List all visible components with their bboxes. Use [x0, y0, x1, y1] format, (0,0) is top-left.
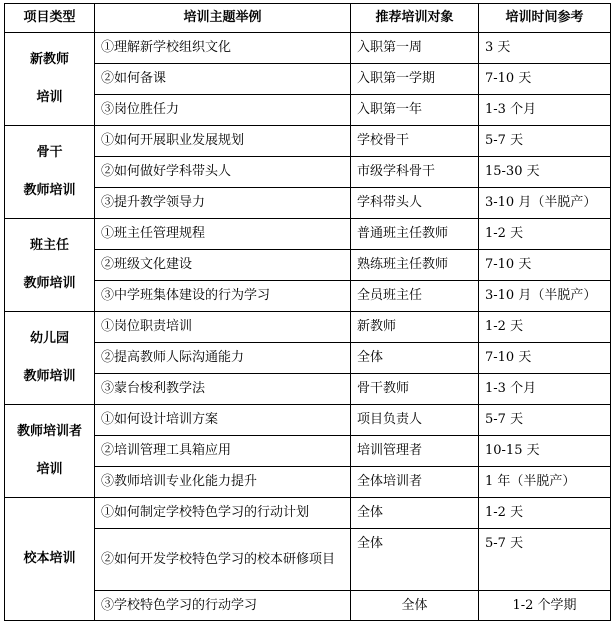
- category-line: 教师培训: [23, 369, 76, 384]
- duration-cell: 1-2 个学期: [479, 591, 611, 621]
- table-row: [5, 467, 611, 498]
- target-cell: 熟练班主任教师: [351, 250, 479, 281]
- topic-cell: ②如何开发学校特色学习的校本研修项目: [95, 529, 351, 591]
- category-line: 教师培训: [23, 276, 76, 291]
- duration-cell: 15-30 天: [479, 157, 611, 188]
- category-line: 培训: [36, 462, 63, 477]
- table-row: [5, 405, 611, 436]
- header-row: [5, 4, 611, 33]
- table-row: [5, 188, 611, 219]
- table-row: [5, 529, 611, 591]
- table-row: [5, 250, 611, 281]
- category-cell: [5, 498, 95, 621]
- table-row: [5, 219, 611, 250]
- target-cell: 骨干教师: [351, 374, 479, 405]
- duration-cell: 5-7 天: [479, 405, 611, 436]
- category-cell: [5, 219, 95, 312]
- header-target: 推荐培训对象: [351, 4, 479, 33]
- table-row: [5, 126, 611, 157]
- target-cell: 全体: [351, 529, 479, 591]
- target-cell: 入职第一周: [351, 33, 479, 64]
- table-row: [5, 281, 611, 312]
- topic-cell: ②如何做好学科带头人: [95, 157, 351, 188]
- duration-cell: 10-15 天: [479, 436, 611, 467]
- topic-cell: ③中学班集体建设的行为学习: [95, 281, 351, 312]
- duration-cell: 1-2 天: [479, 219, 611, 250]
- table-row: [5, 95, 611, 126]
- training-table: [4, 3, 611, 621]
- category-cell: [5, 33, 95, 126]
- topic-cell: ③岗位胜任力: [95, 95, 351, 126]
- duration-cell: 1-3 个月: [479, 374, 611, 405]
- topic-cell: ③学校特色学习的行动学习: [95, 591, 351, 621]
- duration-cell: 7-10 天: [479, 250, 611, 281]
- table-row: [5, 374, 611, 405]
- target-cell: 普通班主任教师: [351, 219, 479, 250]
- header-topic: 培训主题举例: [95, 4, 351, 33]
- category-cell: [5, 312, 95, 405]
- duration-cell: 3 天: [479, 33, 611, 64]
- category-line: 班主任: [29, 238, 69, 253]
- table-row: [5, 591, 611, 621]
- target-cell: 项目负责人: [351, 405, 479, 436]
- category-cell: [5, 126, 95, 219]
- target-cell: 全体: [351, 498, 479, 529]
- duration-cell: 7-10 天: [479, 343, 611, 374]
- target-cell: 全体: [351, 591, 479, 621]
- topic-cell: ①班主任管理规程: [95, 219, 351, 250]
- topic-cell: ②班级文化建设: [95, 250, 351, 281]
- duration-cell: 5-7 天: [479, 529, 611, 591]
- category-line: 校本培训: [23, 551, 76, 566]
- target-cell: 学科带头人: [351, 188, 479, 219]
- category-line: 培训: [36, 90, 63, 105]
- table-row: [5, 498, 611, 529]
- header-category: 项目类型: [5, 4, 95, 33]
- table-row: [5, 343, 611, 374]
- target-cell: 全体培训者: [351, 467, 479, 498]
- duration-cell: 1 年（半脱产）: [479, 467, 611, 498]
- category-line: 骨干: [36, 145, 63, 160]
- target-cell: 培训管理者: [351, 436, 479, 467]
- target-cell: 市级学科骨干: [351, 157, 479, 188]
- target-cell: 全体: [351, 343, 479, 374]
- topic-cell: ②如何备课: [95, 64, 351, 95]
- target-cell: 全员班主任: [351, 281, 479, 312]
- topic-cell: ①理解新学校组织文化: [95, 33, 351, 64]
- topic-cell: ①如何制定学校特色学习的行动计划: [95, 498, 351, 529]
- target-cell: 新教师: [351, 312, 479, 343]
- topic-cell: ①如何设计培训方案: [95, 405, 351, 436]
- table-row: [5, 64, 611, 95]
- topic-cell: ②培训管理工具箱应用: [95, 436, 351, 467]
- table-row: [5, 157, 611, 188]
- topic-cell: ①如何开展职业发展规划: [95, 126, 351, 157]
- category-cell: [5, 405, 95, 498]
- header-duration: 培训时间参考: [479, 4, 611, 33]
- duration-cell: 1-2 天: [479, 498, 611, 529]
- duration-cell: 3-10 月（半脱产）: [479, 188, 611, 219]
- category-line: 教师培训者: [16, 424, 82, 439]
- target-cell: 入职第一学期: [351, 64, 479, 95]
- table-row: [5, 312, 611, 343]
- target-cell: 入职第一年: [351, 95, 479, 126]
- duration-cell: 1-3 个月: [479, 95, 611, 126]
- category-line: 新教师: [29, 52, 69, 67]
- topic-cell: ③蒙台梭利教学法: [95, 374, 351, 405]
- category-line: 教师培训: [23, 183, 76, 198]
- topic-cell: ①岗位职责培训: [95, 312, 351, 343]
- topic-cell: ③教师培训专业化能力提升: [95, 467, 351, 498]
- duration-cell: 3-10 月（半脱产）: [479, 281, 611, 312]
- table-row: [5, 436, 611, 467]
- duration-cell: 5-7 天: [479, 126, 611, 157]
- duration-cell: 1-2 天: [479, 312, 611, 343]
- topic-cell: ③提升教学领导力: [95, 188, 351, 219]
- duration-cell: 7-10 天: [479, 64, 611, 95]
- target-cell: 学校骨干: [351, 126, 479, 157]
- category-line: 幼儿园: [29, 331, 69, 346]
- topic-cell: ②提高教师人际沟通能力: [95, 343, 351, 374]
- table-row: [5, 33, 611, 64]
